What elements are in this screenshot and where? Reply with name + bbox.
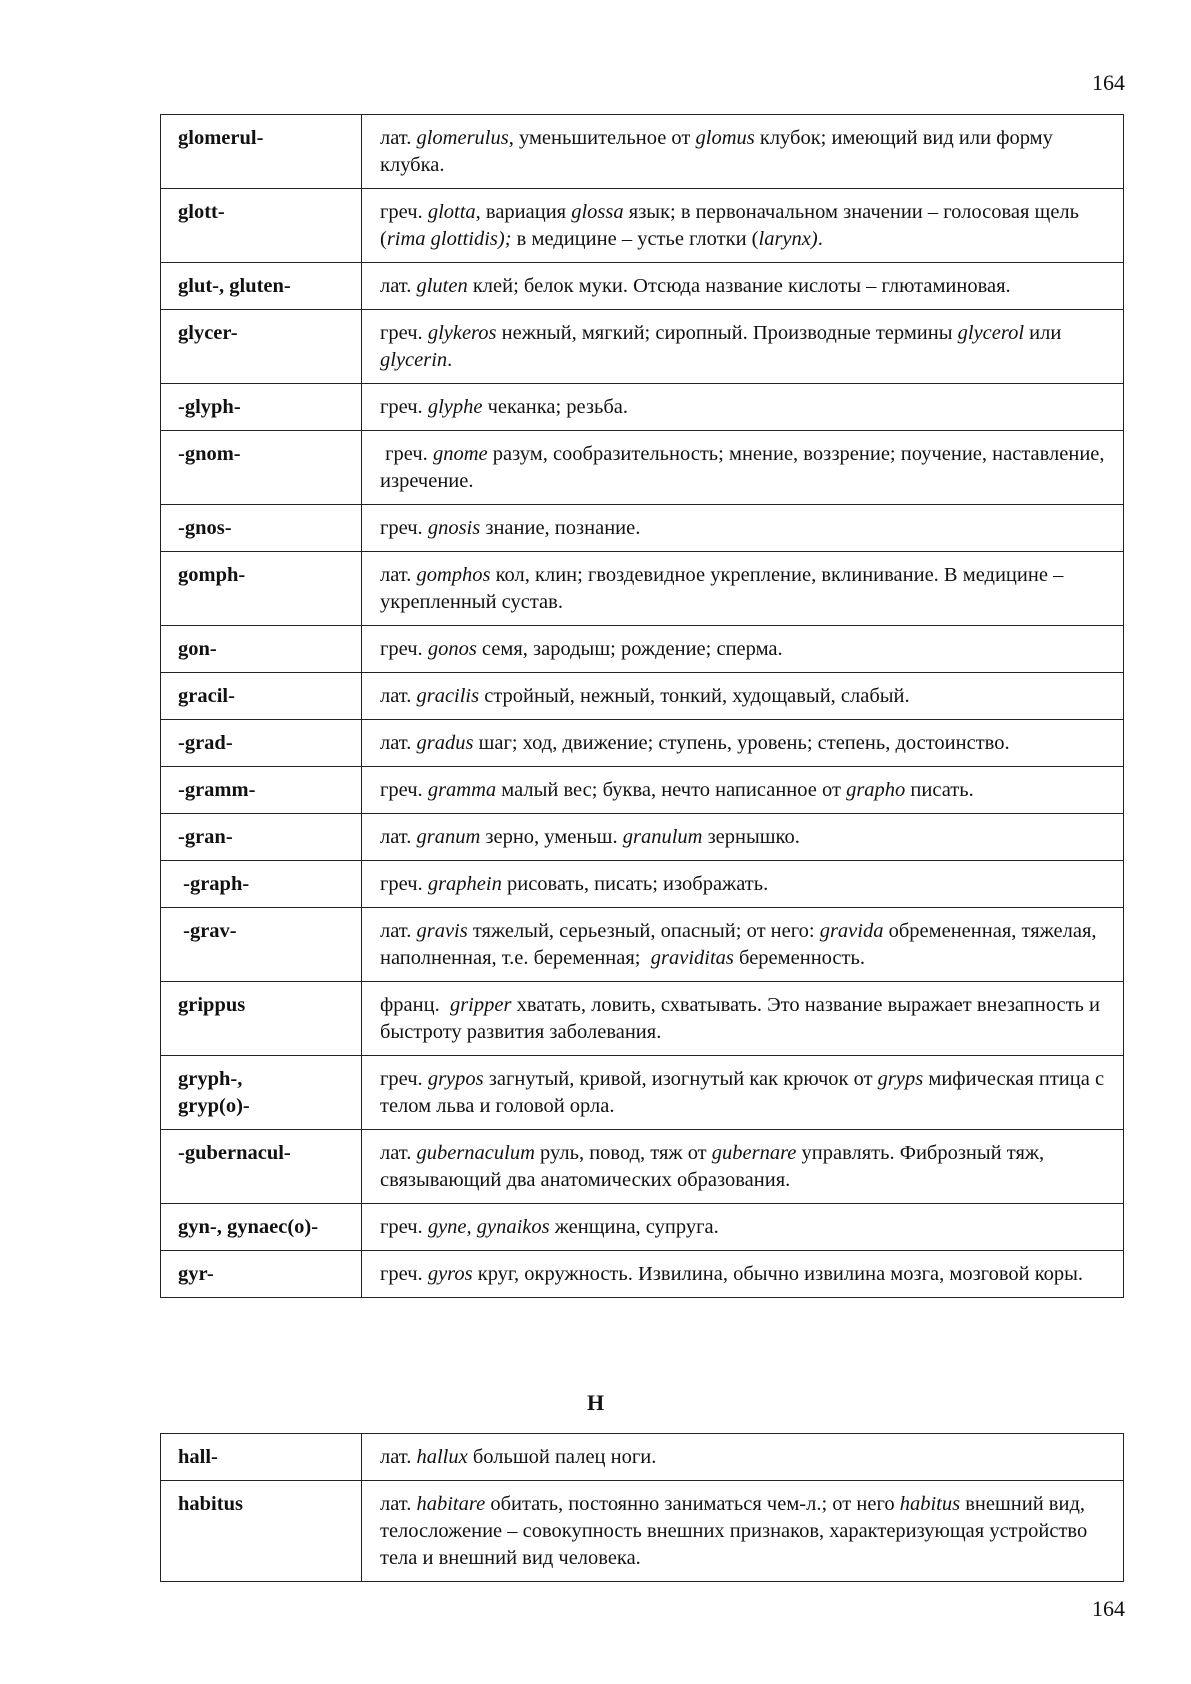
term-cell: gyr-	[161, 1251, 362, 1298]
definition-cell	[362, 908, 1124, 982]
term-cell: -gran-	[161, 814, 362, 861]
definition-text: рисовать, писать; изображать.	[501, 873, 769, 895]
definition-text: чеканка; резьба.	[482, 396, 628, 418]
glossary-row	[161, 1204, 1124, 1251]
definition-text: хватать, ловить, схватывать. Это название выражает внезапность и быстроту развития заболевания.	[380, 994, 1106, 1043]
definition-text: греч.	[380, 1216, 428, 1238]
latin-term-italic: gracilis	[416, 685, 480, 707]
glossary-row	[161, 1056, 1124, 1130]
definition-text: круг, окружность. Извилина, обычно извилина мозга, мозговой коры.	[472, 1263, 1084, 1285]
definition-text: лат.	[380, 564, 417, 586]
latin-term-italic: granulum	[622, 826, 703, 848]
term-cell: glott-	[161, 189, 362, 263]
term-cell: -grad-	[161, 720, 362, 767]
definition-text: шаг; ход, движение; ступень, уровень; степень, достоинство.	[473, 732, 1010, 754]
glossary-row	[161, 908, 1124, 982]
term-cell: -graph-	[161, 861, 362, 908]
definition-cell	[362, 263, 1124, 310]
definition-text: лат.	[380, 1493, 417, 1515]
definition-text: знание, познание.	[480, 517, 641, 539]
definition-text: обремененная, тяжелая, наполненная, т.е. беременная;	[380, 920, 1102, 969]
glossary-row	[161, 263, 1124, 310]
definition-text: лат.	[380, 732, 417, 754]
definition-text: греч.	[380, 201, 428, 223]
term-cell: glycer-	[161, 310, 362, 384]
glossary-table-g	[160, 114, 1124, 1298]
definition-text: язык; в первоначальном значении – голосовая щель (	[380, 201, 1085, 250]
latin-term-italic: gravis	[416, 920, 468, 942]
definition-text: зерно, уменьш.	[480, 826, 623, 848]
latin-term-italic: hallux	[416, 1446, 468, 1468]
definition-text: греч.	[380, 322, 428, 344]
definition-text: малый вес; буква, нечто написанное от	[496, 779, 847, 801]
glossary-row	[161, 982, 1124, 1056]
definition-cell	[362, 814, 1124, 861]
definition-cell	[362, 767, 1124, 814]
definition-text: разум, сообразительность; мнение, воззрение; поучение, наставление, изречение.	[380, 443, 1110, 492]
glossary-row	[161, 310, 1124, 384]
definition-text: мифическая птица с телом льва и головой орла.	[380, 1068, 1110, 1117]
glossary-row	[161, 431, 1124, 505]
definition-text: клубок; имеющий вид или форму клубка.	[380, 127, 1059, 176]
latin-term-italic: glomus	[695, 127, 755, 149]
definition-text: управлять. Фиброзный тяж, связывающий два анатомических образования.	[380, 1142, 1050, 1191]
definition-text: .	[817, 228, 823, 250]
definition-cell	[362, 552, 1124, 626]
definition-cell	[362, 982, 1124, 1056]
glossary-row	[161, 189, 1124, 263]
definition-text: лат.	[380, 685, 417, 707]
latin-term-italic: granum	[416, 826, 481, 848]
definition-text: стройный, нежный, тонкий, худощавый, слабый.	[479, 685, 910, 707]
term-cell: grippus	[161, 982, 362, 1056]
definition-cell	[362, 505, 1124, 552]
definition-text: внешний вид, телосложение – совокупность внешних признаков, характеризующая устройство тела и внешний вид человека.	[380, 1493, 1093, 1569]
definition-text: в медицине – устье глотки (	[511, 228, 759, 250]
term-cell: gracil-	[161, 673, 362, 720]
glossary-body-g	[161, 115, 1124, 1298]
definition-text: греч.	[380, 1068, 428, 1090]
definition-text: лат.	[380, 127, 417, 149]
definition-text: тяжелый, серьезный, опасный; от него:	[467, 920, 820, 942]
latin-term-italic: glomerulus	[416, 127, 509, 149]
latin-term-italic: larynx)	[758, 228, 818, 250]
latin-term-italic: gnome	[432, 443, 488, 465]
glossary-row	[161, 1251, 1124, 1298]
term-cell: -gubernacul-	[161, 1130, 362, 1204]
term-cell: glomerul-	[161, 115, 362, 189]
definition-text: греч.	[380, 638, 428, 660]
definition-text: руль, повод, тяж от	[534, 1142, 712, 1164]
term-cell: -glyph-	[161, 384, 362, 431]
term-cell: habitus	[161, 1481, 362, 1582]
latin-term-italic: gyros	[427, 1263, 473, 1285]
latin-term-italic: gluten	[416, 275, 468, 297]
latin-term-italic: rima glottidis);	[386, 228, 512, 250]
definition-cell	[362, 673, 1124, 720]
glossary-row	[161, 1130, 1124, 1204]
definition-cell	[362, 1204, 1124, 1251]
definition-cell	[362, 384, 1124, 431]
glossary-row	[161, 384, 1124, 431]
latin-term-italic: glotta	[427, 201, 476, 223]
latin-term-italic: glossa	[571, 201, 624, 223]
definition-text: клей; белок муки. Отсюда название кислоты – глютаминовая.	[467, 275, 1011, 297]
definition-text: зернышко.	[702, 826, 800, 848]
definition-text: женщина, супруга.	[549, 1216, 719, 1238]
glossary-row	[161, 1481, 1124, 1582]
latin-term-italic: graphein	[427, 873, 502, 895]
definition-cell	[362, 1481, 1124, 1582]
glossary-row	[161, 626, 1124, 673]
glossary-row	[161, 767, 1124, 814]
glossary-row	[161, 814, 1124, 861]
definition-text: семя, зародыш; рождение; сперма.	[476, 638, 783, 660]
term-cell: gryph-, gryp(o)-	[161, 1056, 362, 1130]
latin-term-italic: gripper	[449, 994, 512, 1016]
definition-text: греч.	[380, 396, 428, 418]
definition-cell	[362, 861, 1124, 908]
definition-text: кол, клин; гвоздевидное укрепление, вклинивание. В медицине – укрепленный сустав.	[380, 564, 1069, 613]
definition-text: .	[447, 349, 453, 371]
latin-term-italic: graviditas	[650, 947, 734, 969]
definition-text: лат.	[380, 920, 417, 942]
term-cell: -gnos-	[161, 505, 362, 552]
definition-text: лат.	[380, 1446, 417, 1468]
glossary-row	[161, 505, 1124, 552]
definition-cell	[362, 431, 1124, 505]
latin-term-italic: glyphe	[427, 396, 483, 418]
definition-text: греч.	[380, 873, 428, 895]
definition-text: , уменьшительное от	[508, 127, 696, 149]
definition-text: лат.	[380, 826, 417, 848]
term-cell: gyn-, gynaec(o)-	[161, 1204, 362, 1251]
definition-cell	[362, 1251, 1124, 1298]
term-cell: hall-	[161, 1434, 362, 1481]
latin-term-italic: gomphos	[416, 564, 491, 586]
latin-term-italic: gradus	[416, 732, 474, 754]
definition-cell	[362, 1056, 1124, 1130]
definition-text: лат.	[380, 1142, 417, 1164]
definition-text: , вариация	[475, 201, 572, 223]
latin-term-italic: glykeros	[427, 322, 497, 344]
definition-cell	[362, 1130, 1124, 1204]
latin-term-italic: habitare	[416, 1493, 486, 1515]
glossary-row	[161, 552, 1124, 626]
latin-term-italic: gyne, gynaikos	[427, 1216, 550, 1238]
definition-cell	[362, 115, 1124, 189]
latin-term-italic: gonos	[427, 638, 477, 660]
latin-term-italic: glycerol	[957, 322, 1025, 344]
latin-term-italic: gravida	[819, 920, 884, 942]
definition-cell	[362, 720, 1124, 767]
latin-term-italic: gramma	[427, 779, 497, 801]
term-cell: -gramm-	[161, 767, 362, 814]
page-number-top: 164	[1092, 70, 1125, 95]
definition-text: греч.	[380, 779, 428, 801]
latin-term-italic: grypos	[427, 1068, 484, 1090]
definition-text: нежный, мягкий; сиропный. Производные термины	[496, 322, 958, 344]
glossary-row	[161, 1434, 1124, 1481]
definition-text: большой палец ноги.	[467, 1446, 657, 1468]
definition-text: писать.	[905, 779, 974, 801]
glossary-row	[161, 861, 1124, 908]
definition-text: обитать, постоянно заниматься чем-л.; от него	[485, 1493, 900, 1515]
definition-text: загнутый, кривой, изогнутый как крючок от	[483, 1068, 878, 1090]
latin-term-italic: gubernaculum	[416, 1142, 535, 1164]
definition-text: греч.	[380, 443, 433, 465]
definition-text: греч.	[380, 517, 428, 539]
section-heading-h: H	[586, 1390, 605, 1415]
term-cell: -grav-	[161, 908, 362, 982]
definition-cell	[362, 626, 1124, 673]
latin-term-italic: gubernare	[711, 1142, 797, 1164]
glossary-row	[161, 673, 1124, 720]
definition-cell	[362, 310, 1124, 384]
definition-text: греч.	[380, 1263, 428, 1285]
glossary-table-h	[160, 1433, 1124, 1582]
definition-text: или	[1024, 322, 1067, 344]
latin-term-italic: gnosis	[427, 517, 481, 539]
definition-cell	[362, 189, 1124, 263]
page-number-bottom: 164	[1092, 1596, 1125, 1621]
glossary-row	[161, 115, 1124, 189]
latin-term-italic: habitus	[899, 1493, 961, 1515]
latin-term-italic: grapho	[846, 779, 906, 801]
term-cell: gon-	[161, 626, 362, 673]
latin-term-italic: glycerin	[380, 349, 448, 371]
term-cell: -gnom-	[161, 431, 362, 505]
definition-text: лат.	[380, 275, 417, 297]
definition-text: беременность.	[733, 947, 865, 969]
term-cell: gomph-	[161, 552, 362, 626]
glossary-body-h	[161, 1434, 1124, 1582]
glossary-row	[161, 720, 1124, 767]
latin-term-italic: gryps	[877, 1068, 924, 1090]
term-cell: glut-, gluten-	[161, 263, 362, 310]
definition-text: франц.	[380, 994, 450, 1016]
definition-cell	[362, 1434, 1124, 1481]
